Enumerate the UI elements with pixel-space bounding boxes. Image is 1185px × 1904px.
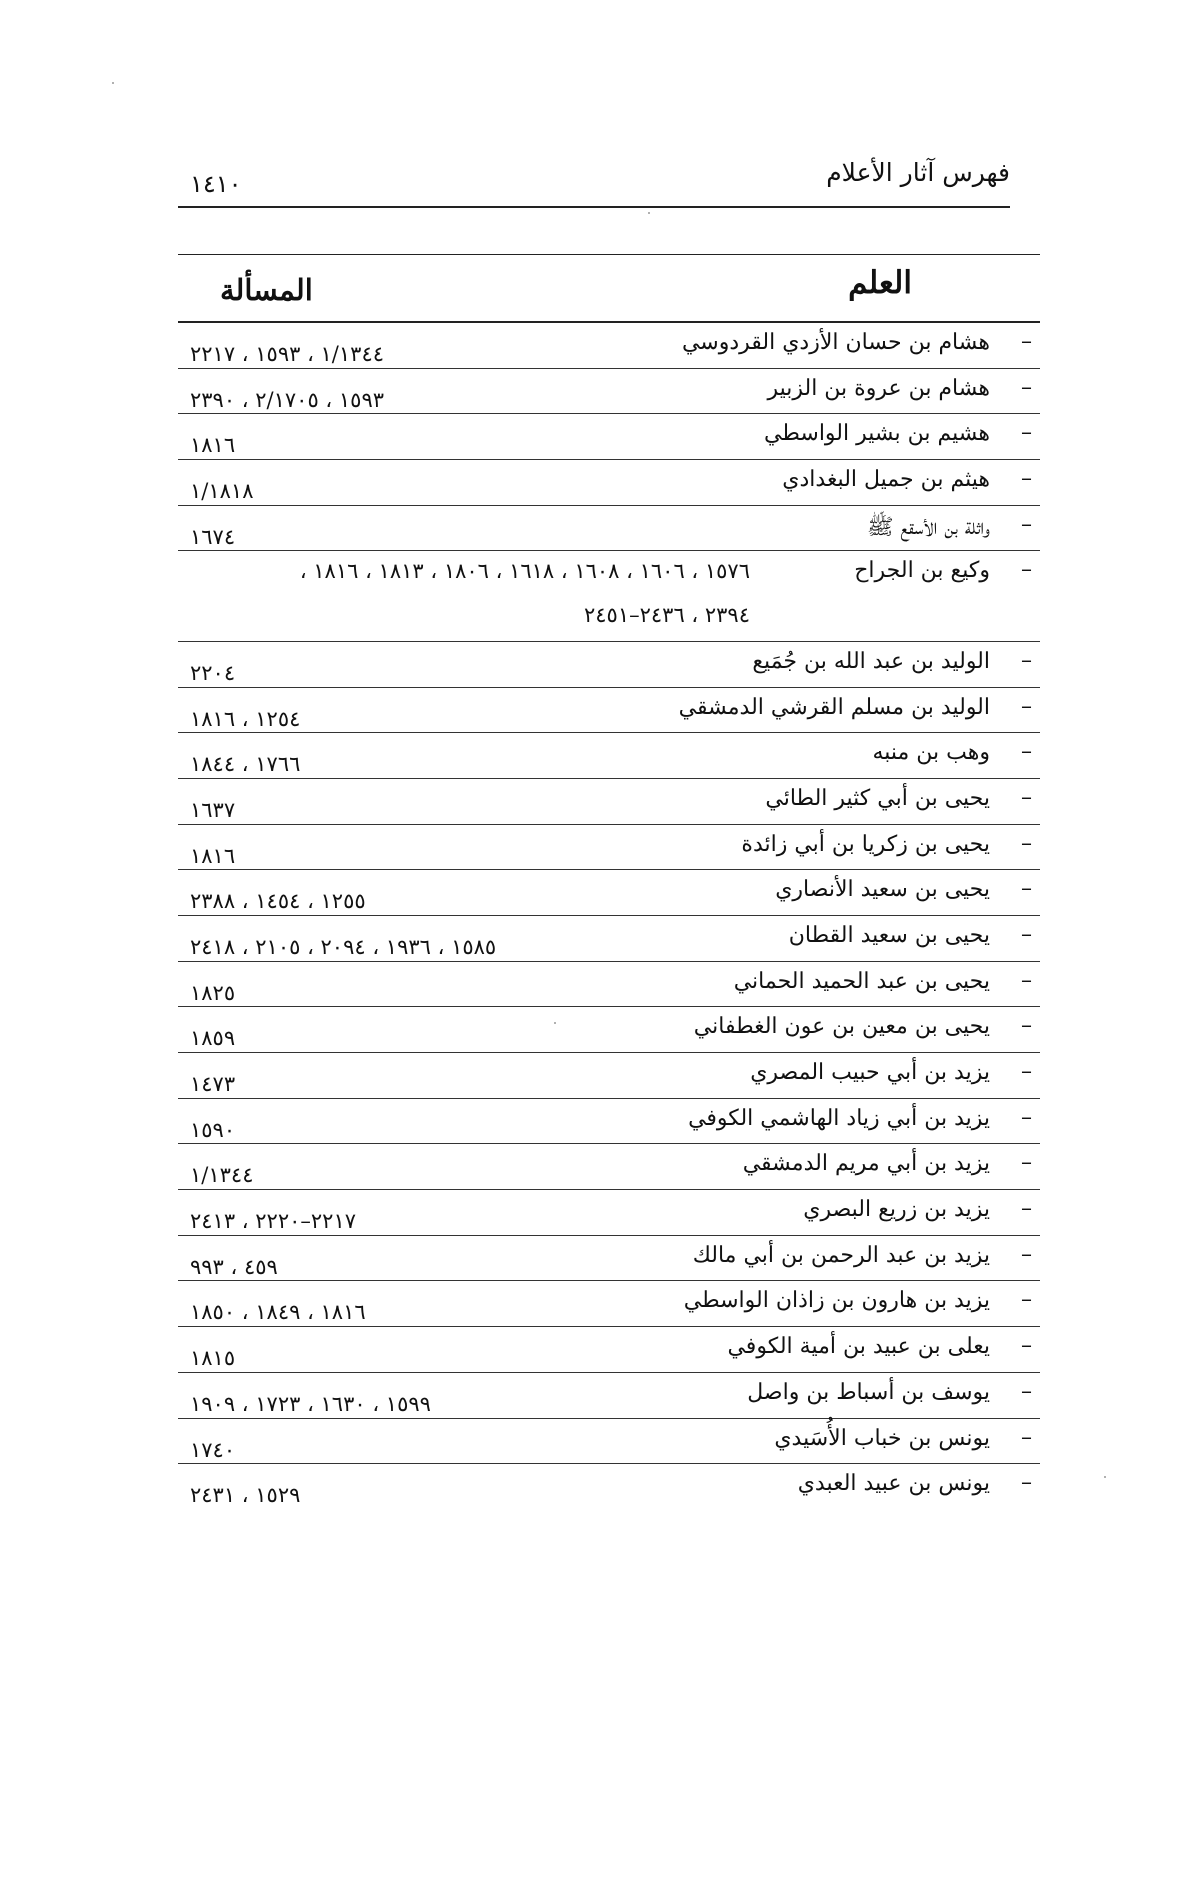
row-dash: –: [1021, 1150, 1032, 1176]
issue-numbers: ١٨٢٥: [190, 980, 236, 1005]
issue-numbers: ١٨١٦ ، ١٨٤٩ ، ١٨٥٠: [190, 1300, 366, 1325]
table-row: [178, 1144, 1040, 1190]
issue-numbers: [190, 549, 750, 637]
person-name: هشام بن حسان الأزدي القردوسي: [681, 330, 990, 355]
row-dash: –: [1021, 1059, 1032, 1085]
person-name: يزيد بن هارون بن زاذان الواسطي: [683, 1288, 990, 1314]
issue-numbers: ١٧٦٦ ، ١٨٤٤: [190, 752, 301, 777]
issue-numbers: ١٨١٥: [190, 1346, 236, 1371]
table-row: [178, 870, 1040, 916]
issue-numbers: ١٦٣٧: [190, 797, 236, 822]
table-row: [178, 323, 1040, 369]
row-dash: –: [1021, 739, 1032, 765]
person-name: هيثم بن جميل البغدادي: [782, 467, 990, 493]
person-name: الوليد بن مسلم القرشي الدمشقي: [678, 694, 990, 720]
issue-numbers: ١٥٩٠: [190, 1117, 236, 1142]
table-row: [178, 1007, 1040, 1053]
page-header: [178, 150, 1010, 208]
issue-numbers: ٢٢١٧–٢٢٢٠ ، ٢٤١٣: [190, 1209, 357, 1234]
table-row: [178, 506, 1040, 552]
table-row: [178, 733, 1040, 779]
table-row: [178, 1190, 1040, 1236]
person-name: يونس بن خباب الأُسَيدي: [774, 1425, 990, 1451]
person-name: يزيد بن أبي مريم الدمشقي: [742, 1151, 990, 1177]
scan-speck: [1104, 1476, 1106, 1478]
row-dash: –: [1021, 921, 1032, 947]
issue-numbers: ١٤٧٣: [190, 1072, 236, 1097]
row-dash: –: [1021, 1241, 1032, 1267]
table-row: [178, 1281, 1040, 1327]
table-row: [178, 551, 1040, 641]
issue-numbers: ١/١٨١٨: [190, 479, 254, 504]
row-dash: –: [1021, 420, 1032, 446]
person-name: يزيد بن أبي زياد الهاشمي الكوفي: [688, 1105, 990, 1131]
issue-numbers: ١٨١٦: [190, 843, 236, 868]
row-dash: –: [1021, 1378, 1032, 1404]
person-name: يحيى بن زكريا بن أبي زائدة: [741, 831, 990, 857]
issue-numbers: ٢٢٠٤: [190, 660, 236, 685]
issue-numbers-line-1: ١٥٧٦ ، ١٦٠٦ ، ١٦٠٨ ، ١٦١٨ ، ١٨٠٦ ، ١٨١٣ ، ١٨١٦ ،: [299, 559, 750, 584]
row-dash: –: [1021, 1013, 1032, 1039]
row-dash: –: [1021, 1104, 1032, 1130]
running-title: فهرس آثار الأعلام: [826, 158, 1010, 187]
table-row: [178, 1099, 1040, 1145]
row-dash: –: [1021, 1424, 1032, 1450]
person-name: هشام بن عروة بن الزبير: [767, 375, 990, 401]
row-dash: –: [1021, 830, 1032, 856]
issue-numbers: ١/١٣٤٤: [190, 1163, 254, 1188]
issue-numbers: ١٢٥٤ ، ١٨١٦: [190, 706, 301, 731]
issue-numbers: ١/١٣٤٤ ، ١٥٩٣ ، ٢٢١٧: [190, 342, 385, 366]
issue-numbers: ٤٥٩ ، ٩٩٣: [190, 1254, 278, 1279]
person-name: يحيى بن سعيد الأنصاري: [775, 877, 990, 903]
table-row: [178, 688, 1040, 734]
table-row: [178, 460, 1040, 506]
issue-numbers: ١٥٢٩ ، ٢٤٣١: [190, 1483, 301, 1508]
row-dash: –: [1021, 784, 1032, 810]
scan-speck: [648, 212, 650, 214]
row-dash: –: [1021, 374, 1032, 400]
table-row: [178, 962, 1040, 1008]
person-name: هشيم بن بشير الواسطي: [764, 421, 990, 447]
column-header-name: العلم: [848, 265, 912, 301]
row-dash: –: [1021, 1470, 1032, 1496]
issue-numbers: ١٨١٦: [190, 433, 236, 458]
person-name: يزيد بن زريع البصري: [803, 1197, 990, 1223]
person-name: يزيد بن أبي حبيب المصري: [750, 1060, 990, 1086]
person-name: يعلى بن عبيد بن أمية الكوفي: [727, 1334, 990, 1360]
person-name: الوليد بن عبد الله بن جُمَيع: [752, 648, 990, 674]
table-row: [178, 779, 1040, 825]
person-name: واثلة بن الأسقع ﷺ: [866, 514, 990, 540]
person-name: يحيى بن أبي كثير الطائي: [765, 785, 990, 811]
person-name: يحيى بن عبد الحميد الحماني: [733, 968, 990, 994]
table-row: [178, 1419, 1040, 1465]
table-row: [178, 1053, 1040, 1099]
scan-speck: [112, 82, 114, 84]
issue-numbers: ١٨٥٩: [190, 1026, 236, 1051]
row-dash: –: [1021, 647, 1032, 673]
issue-numbers-line-2: ٢٣٩٤ ، ٢٤٣٦–٢٤٥١: [583, 603, 750, 628]
person-name: يونس بن عبيد العبدي: [797, 1471, 990, 1497]
row-dash: –: [1021, 1196, 1032, 1222]
row-dash: –: [1021, 557, 1032, 583]
table-row: [178, 1236, 1040, 1282]
page-number: ١٤١٠: [190, 170, 242, 198]
row-dash: –: [1021, 329, 1032, 354]
table-row: [178, 642, 1040, 688]
table-row: [178, 414, 1040, 460]
table-row: [178, 1464, 1040, 1509]
table-header: [178, 255, 1040, 323]
person-name: وكيع بن الجراح: [854, 558, 990, 584]
person-name: يحيى بن معين بن عون الغطفاني: [693, 1014, 990, 1040]
issue-numbers: ١٢٥٥ ، ١٤٥٤ ، ٢٣٨٨: [190, 889, 366, 914]
issue-numbers: ١٥٩٣ ، ٢/١٧٠٥ ، ٢٣٩٠: [190, 387, 385, 412]
column-header-issue: المسألة: [220, 273, 313, 307]
index-table: [178, 254, 1040, 1509]
issue-numbers: ١٦٧٤: [190, 524, 236, 549]
person-name: يحيى بن سعيد القطان: [788, 922, 990, 948]
person-name: يوسف بن أسباط بن واصل: [747, 1379, 990, 1405]
issue-numbers: ١٥٨٥ ، ١٩٣٦ ، ٢٠٩٤ ، ٢١٠٥ ، ٢٤١٨: [190, 934, 497, 959]
table-row: [178, 369, 1040, 415]
table-row: [178, 825, 1040, 871]
person-name: وهب بن منبه: [872, 740, 990, 766]
issue-numbers: ١٧٤٠: [190, 1437, 236, 1462]
table-row: [178, 1327, 1040, 1373]
scan-speck: [554, 1022, 556, 1024]
row-dash: –: [1021, 876, 1032, 902]
issue-numbers: ١٥٩٩ ، ١٦٣٠ ، ١٧٢٣ ، ١٩٠٩: [190, 1391, 431, 1416]
row-dash: –: [1021, 1287, 1032, 1313]
row-dash: –: [1021, 511, 1032, 537]
table-row: [178, 1373, 1040, 1419]
row-dash: –: [1021, 466, 1032, 492]
row-dash: –: [1021, 967, 1032, 993]
table-row: [178, 916, 1040, 962]
row-dash: –: [1021, 693, 1032, 719]
row-dash: –: [1021, 1333, 1032, 1359]
person-name: يزيد بن عبد الرحمن بن أبي مالك: [692, 1242, 990, 1268]
